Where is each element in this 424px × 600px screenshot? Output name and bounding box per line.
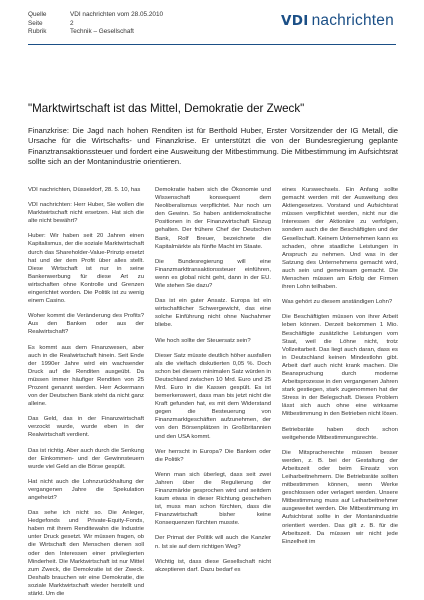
body-paragraph: Die Beschäftigten müssen von ihrer Arbeit leben können. Derzeit bekommen 1 Mio. Beschäftigte zusätzliche Leistungen vom Staat, weil die Löhne nicht, trotz Vollzeitarbeit. Das liegt auch daran, dass es in Deutschland keinen Mindestlohn gibt. Arbeit darf auch nicht krank machen. Die Beanspruchung durch moderne Arbeitsprozesse in den vergangenen Jahren stark gestiegen, stark zugenommen hat der Stress in der Belegschaft. Dieses Problem lässt sich auch ohne eine wirksame Mitbestimmung in den Betrieben nicht lösen. [282,314,398,418]
meta-row-source [28,11,163,20]
article-lead: Finanzkrise: Die Jagd nach hohen Renditen ist für Berthold Huber, Erster Vorsitzender der IG Metall, die Ursache für die Wirtschafts- und Finanzkrise. Er unterstützt die von der Bundesregierung geplante Finanztransaktionssteuer und fordert eine Ausweitung der Mitbestimmung. Die Mitbestimmung im Aufsichtsrat sollte sich an der Montanindustrie orientieren. [28,126,398,166]
text-column [28,186,144,598]
body-paragraph: Wer herrscht in Europa? Die Banken oder die Politik? [155,448,271,463]
body-paragraph: Die Mitspracherechte müssen besser werden, z. B. bei der Gestaltung der Arbeitszeit oder beim Einsatz von Leiharbeitnehmern. Die Betriebsräte sollten mitbestimmen können, wenn Werke geschlossen oder verlagert werden. Unsere Mitbestimmung muss auf Leiharbeitnehmer ausgeweitet werden. Die Mitbestimmung im Aufsichtsrat sollte in der Montanindustrie orientiert werden. Das gilt z. B. für die Arbeitszeit. Da müssen wir nicht jede Einzelheit im [282,449,398,545]
body-paragraph: VDI nachrichten, Düsseldorf, 28. 5. 10, has [28,187,141,193]
meta-value: VDI nachrichten vom 28.05.2010 [70,11,164,18]
logo-wordmark: nachrichten [311,12,394,29]
article-headline: "Marktwirtschaft ist das Mittel, Demokratie der Zweck" [28,102,305,115]
body-paragraph: VDI nachrichten: Herr Huber, Sie wollen die Marktwirtschaft nicht ersetzen. Hat sich die alte nicht bewährt? [28,202,144,225]
body-paragraph: Es kommt aus dem Finanzwesen, aber auch in die Realwirtschaft hinein. Seit Ende der 1990er Jahre wird ein wachsender Druck auf die Renditen ausgeübt. Da müssen immer häufiger Renditen von 25 Prozent genannt werden. Herr Ackermann von der Deutschen Bank steht da nicht ganz alleine. [28,344,144,408]
body-paragraph: Dieser Satz müsste deutlich höher ausfallen als die vielfach diskutierten 0,05 %. Doch schon bei diesem minimalen Satz würden in Deutschland zwischen 10 Mrd. Euro und 25 Mrd. Euro in die Kassen gespült. Es ist bemerkenswert, dass man bis jetzt nicht die Kraft gefunden hat, es mit dem Widerstand gegen die Besteuerung von Finanzmarktgeschäften aufzunehmen, der von den Börsenplätzen in Großbritannien und den USA kommt. [155,352,271,440]
body-paragraph: Der Primat der Politik will auch die Kanzler n. Ist sie auf dem richtigen Weg? [155,535,271,550]
meta-row-page [28,20,163,29]
body-paragraph: Das ist richtig. Aber auch durch die Senkung der Einkommen- und der Gewinnsteuern wurde viel Geld an die Börse gespült. [28,447,144,470]
body-paragraph: Das Geld, das in der Finanzwirtschaft verzockt wurde, wurde eben in der Realwirtschaft verdient. [28,416,144,439]
body-paragraph: eines Kurswechsels. Ein Anfang sollte gemacht werden mit der Ausweitung des Aktiengesetzes. Vorstand und Aufsichtsrat müssen verpflichtet werden, nicht nur die Interessen der Aktionäre zu verfolgen, sondern auch die der Beschäftigten und der Gesellschaft. Keinem Unternehmen kann es schaden, ohne staatliche Leistungen in Anspruch zu nehmen. Und was in der Satzung des Unternehmens gemacht wird, auch sein und gemeinsam gemacht. Die Menschen müssen am Erfolg der Firmen ihren Lohn teilhaben. [282,187,398,291]
meta-key: Rubrik [28,28,47,36]
meta-value: Technik – Gesellschaft [70,28,134,36]
meta-value: 2 [70,19,74,27]
logo-vdi: VDI [281,13,309,29]
body-paragraph: Wie hoch sollte der Steuersatz sein? [155,337,251,344]
meta-row-section [28,28,163,37]
body-paragraph: Demokratie haben sich die Ökonomie und Wissenschaft konsequent dem Neoliberalismus verpflichtet. Nur noch um den Gewinn. So haben antidemokratische Positionen in der Finanzwirtschaft Einzug gehalten. Der frühere Chef der Deutschen Bank, Rolf Breuer, bezeichnete die Kapitalmärkte als fünfte Macht im Staate. [155,187,271,250]
article-body [28,186,398,598]
body-paragraph: Das sehe ich nicht so. Die Anleger, Hedgefonds und Private-Equity-Fonds, haben mit ihrem Renditewahn die Industrie unter Druck gesetzt. Wir müssen fragen, ob die Wirtschaft den Menschen dienen soll oder den Interessen einer privilegierten Minderheit. Die Marktwirtschaft ist nur Mittel zum Zweck, die Demokratie ist der Zweck. Deshalb brauchen wir eine Demokratie, die soziale Marktwirtschaft wieder herstellt und stärkt. Um die [28,510,144,598]
body-paragraph: Wichtig ist, dass diese Gesellschaft nicht akzeptieren darf. Dazu bedarf es [155,558,271,573]
body-paragraph: Huber: Wir haben seit 20 Jahren einen Kapitalismus, der die soziale Marktwirtschaft durch das Shareholder-Value-Prinzip ersetzt hat und der dem Profit über alles stellt. Diese Wirtschaft ist nur in seine Bankenwerbung für diese Art zu wirtschaften ohne Kontrolle und Grenzen eingerichtet worden. Die Politik ist zu wenig einem Casino. [28,233,144,305]
body-paragraph: Woher kommt die Veränderung des Profits? Aus den Banken oder aus der Realwirtschaft? [28,313,144,336]
body-paragraph: Hat nicht auch die Lohnzurückhaltung der vergangenen Jahre die Spekulation angeheizt? [28,478,144,501]
body-paragraph: Die Bundesregierung will eine Finanzmarkttransaktionssteuer einführen, wenn es global nicht geht, dann in der EU. Wie stehen Sie dazu? [155,258,271,290]
body-paragraph: Wenn man sich überlegt, dass seit zwei Jahren über die Regulierung der Finanzmärkte gesprochen wird und seitdem kaum etwas in dieser Richtung geschehen ist, muss man schon fürchten, dass die Finanzwirtschaft bisher keine Konsequenzen fürchten musste. [155,471,271,527]
body-paragraph: Das ist ein guter Ansatz. Europa ist ein wirtschaftlicher Schwergewicht, das eine solche Einführung nicht ohne Nachahmer bliebe. [155,298,271,329]
source-metadata [28,11,163,37]
body-paragraph: Was gehört zu diesem anständigen Lohn? [282,299,393,306]
vdi-nachrichten-logo [281,12,394,30]
meta-key: Seite [28,19,43,27]
meta-key: Quelle [28,11,47,18]
header-divider [28,44,396,45]
text-column [282,186,398,590]
text-column [155,186,271,590]
body-paragraph: Betriebsräte haben doch schon weitgehende Mitbestimmungsrechte. [282,426,398,441]
